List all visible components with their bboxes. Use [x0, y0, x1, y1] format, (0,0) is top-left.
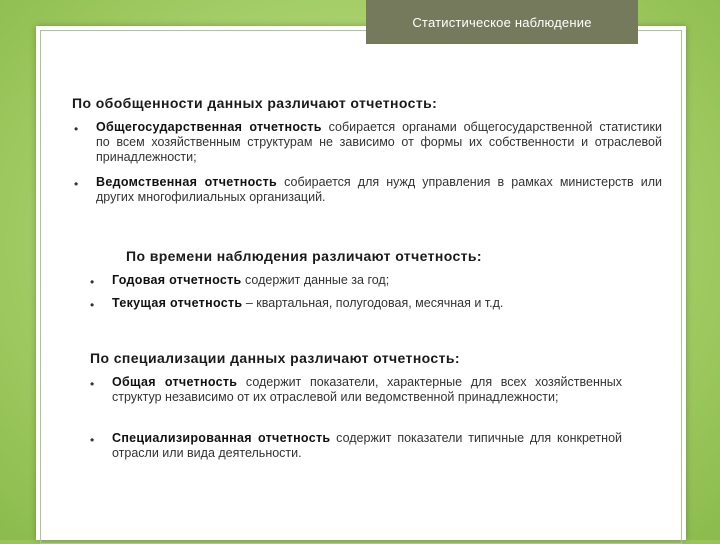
item-term: Текущая отчетность [112, 296, 243, 310]
bullet-icon: • [90, 433, 95, 447]
bullet-icon: • [74, 122, 79, 136]
bullet-icon: • [74, 177, 79, 191]
item-term: Ведомственная отчетность [96, 175, 278, 189]
item-term: Общая отчетность [112, 375, 238, 389]
item-text: – квартальная, полугодовая, месячная и т.д. [242, 296, 504, 310]
item-term: Общегосударственная отчетность [96, 120, 322, 134]
item-text: собирается для нужд управления в рамках министерств или других многофилиальных организаций. [96, 175, 662, 204]
item-text: собирается органами общегосударственной статистики по всем хозяйственным структурам не зависимо от формы их собственности и отраслевой принадлежности; [96, 120, 663, 164]
section-heading-generality: По обобщенности данных различают отчетность: [72, 95, 438, 111]
item-text: содержит данные за год; [241, 273, 390, 287]
bullet-icon: • [90, 298, 95, 312]
item-term: Специализированная отчетность [112, 431, 331, 445]
list-item [112, 273, 632, 288]
list-item [96, 120, 662, 165]
item-text: содержит показатели, характерные для всех хозяйственных структур независимо от их отраслевой или ведомственной принадлежности; [112, 375, 622, 404]
item-term: Годовая отчетность [112, 273, 242, 287]
item-text: содержит показатели типичные для конкретной отрасли или вида деятельности. [112, 431, 622, 460]
section-heading-specialization: По специализации данных различают отчетность: [90, 350, 460, 366]
list-item [112, 375, 622, 405]
section-heading-time: По времени наблюдения различают отчетность: [126, 248, 482, 264]
bullet-icon: • [90, 377, 95, 391]
list-item [96, 175, 662, 205]
list-item [112, 431, 622, 461]
list-item [112, 296, 632, 311]
bullet-icon: • [90, 275, 95, 289]
slide-title: Статистическое наблюдение [366, 0, 638, 44]
